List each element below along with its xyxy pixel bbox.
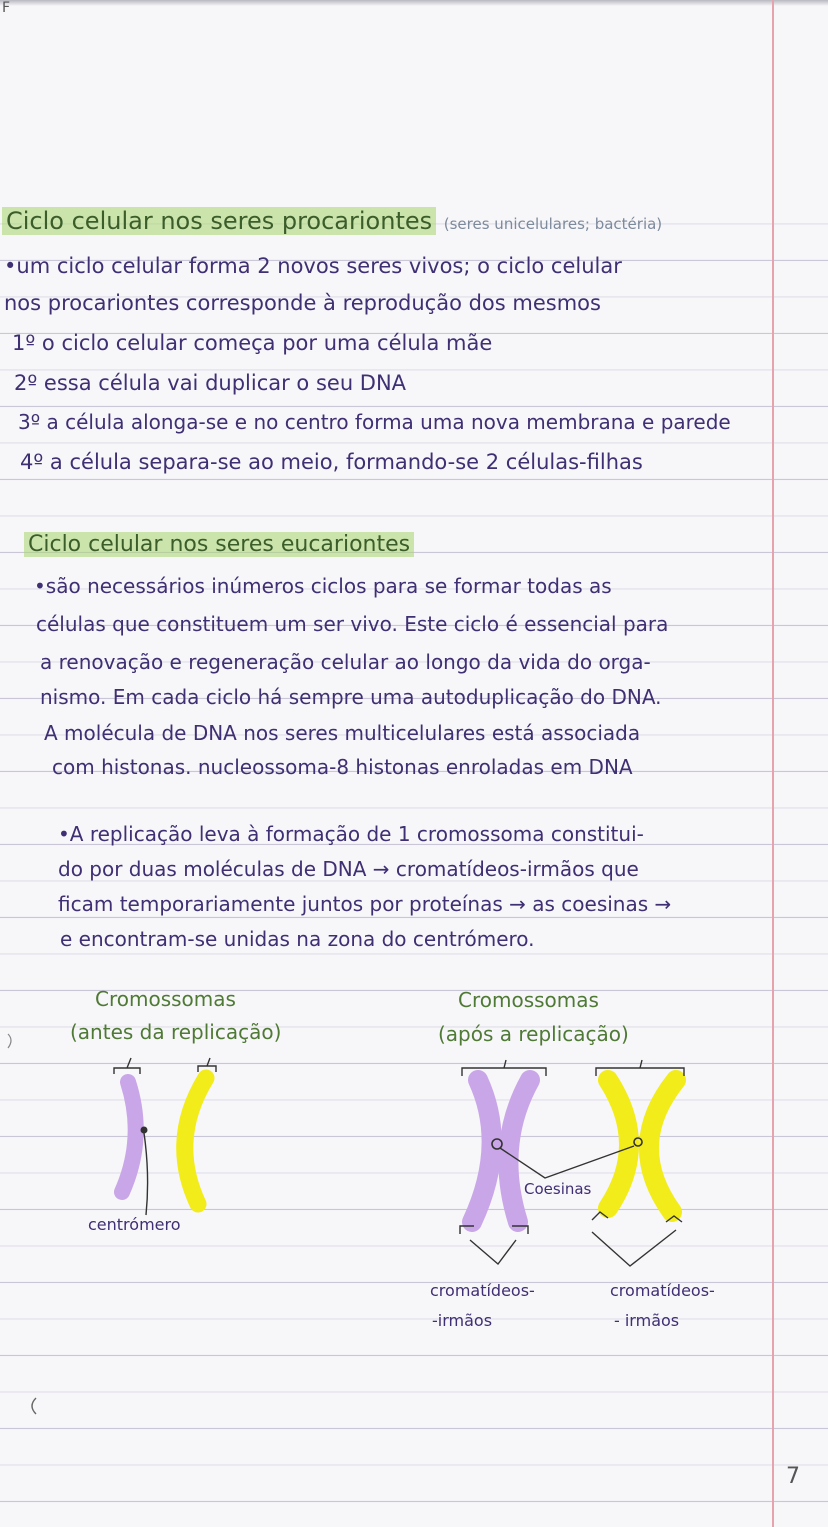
- left-bracket-1: [114, 1058, 140, 1074]
- lilac-chromatid-1: [472, 1080, 492, 1222]
- centromere-label: centrómero: [88, 1215, 181, 1234]
- chromatid-label-1b: -irmãos: [432, 1311, 493, 1330]
- right-diagram-title: Cromossomas: [458, 988, 599, 1012]
- section1-line-1: •um ciclo celular forma 2 novos seres vivos; o ciclo celular: [4, 254, 622, 278]
- section2-line-5: A molécula de DNA nos seres multicelulares está associada: [44, 721, 641, 745]
- chromatid-label-1a: cromatídeos-: [430, 1281, 535, 1300]
- section1-line-3: 1º o ciclo celular começa por uma célula mãe: [12, 331, 493, 355]
- margin-scribble-1: [8, 1034, 11, 1048]
- page-number: 7: [786, 1464, 800, 1489]
- section2-line-2: células que constituem um ser vivo. Este ciclo é essencial para: [36, 612, 669, 636]
- section2-para2-line-1: •A replicação leva à formação de 1 cromossoma constitui-: [58, 822, 644, 846]
- section2-para2-line-2: do por duas moléculas de DNA → cromatídeos-irmãos que: [58, 857, 639, 881]
- section2-para2-line-3: ficam temporariamente juntos por proteínas → as coesinas →: [58, 892, 672, 916]
- yellow-chromatid-1: [608, 1080, 629, 1208]
- left-diagram-title: Cromossomas: [95, 987, 236, 1011]
- section2-line-6: com histonas. nucleossoma-8 histonas enroladas em DNA: [52, 755, 633, 779]
- section1-line-5: 3º a célula alonga-se e no centro forma uma nova membrana e parede: [18, 410, 731, 434]
- lilac-chromosome: [122, 1082, 136, 1192]
- section1-line-6: 4º a célula separa-se ao meio, formando-se 2 células-filhas: [20, 450, 643, 474]
- section2-line-1: •são necessários inúmeros ciclos para se formar todas as: [34, 574, 612, 598]
- cohesin-label: Coesinas: [524, 1180, 592, 1198]
- section1-title-text: Ciclo celular nos seres procariontes: [2, 207, 436, 235]
- section2-para2-line-4: e encontram-se unidas na zona do centrómero.: [60, 927, 535, 951]
- corner-letter: F: [2, 0, 11, 16]
- section2-line-4: nismo. Em cada ciclo há sempre uma autoduplicação do DNA.: [40, 685, 662, 709]
- section1-line-2: nos procariontes corresponde à reprodução dos mesmos: [4, 291, 601, 315]
- arrow-chromatids-1: [470, 1240, 516, 1264]
- section1-title-note: (seres unicelulares; bactéria): [443, 215, 663, 233]
- chromatid-label-2a: cromatídeos-: [610, 1281, 715, 1300]
- yellow-chromosome: [185, 1078, 206, 1204]
- arrow-chromatids-2: [592, 1230, 676, 1266]
- yellow-chromatid-2: [649, 1080, 676, 1212]
- section2-line-3: a renovação e regeneração celular ao longo da vida do orga-: [40, 650, 651, 674]
- centromere-pointer: [144, 1133, 148, 1215]
- left-diagram-subtitle: (antes da replicação): [70, 1020, 282, 1044]
- chromatid-label-2b: - irmãos: [614, 1311, 680, 1330]
- centromere-dot: [141, 1127, 148, 1134]
- lilac-chromatid-2: [508, 1080, 530, 1222]
- cohesin-pointer: [500, 1146, 634, 1178]
- section2-title-text: Ciclo celular nos seres eucariontes: [24, 532, 414, 557]
- section1-line-4: 2º essa célula vai duplicar o seu DNA: [14, 371, 407, 395]
- right-diagram-subtitle: (após a replicação): [438, 1022, 629, 1046]
- margin-scribble-2: [32, 1398, 36, 1414]
